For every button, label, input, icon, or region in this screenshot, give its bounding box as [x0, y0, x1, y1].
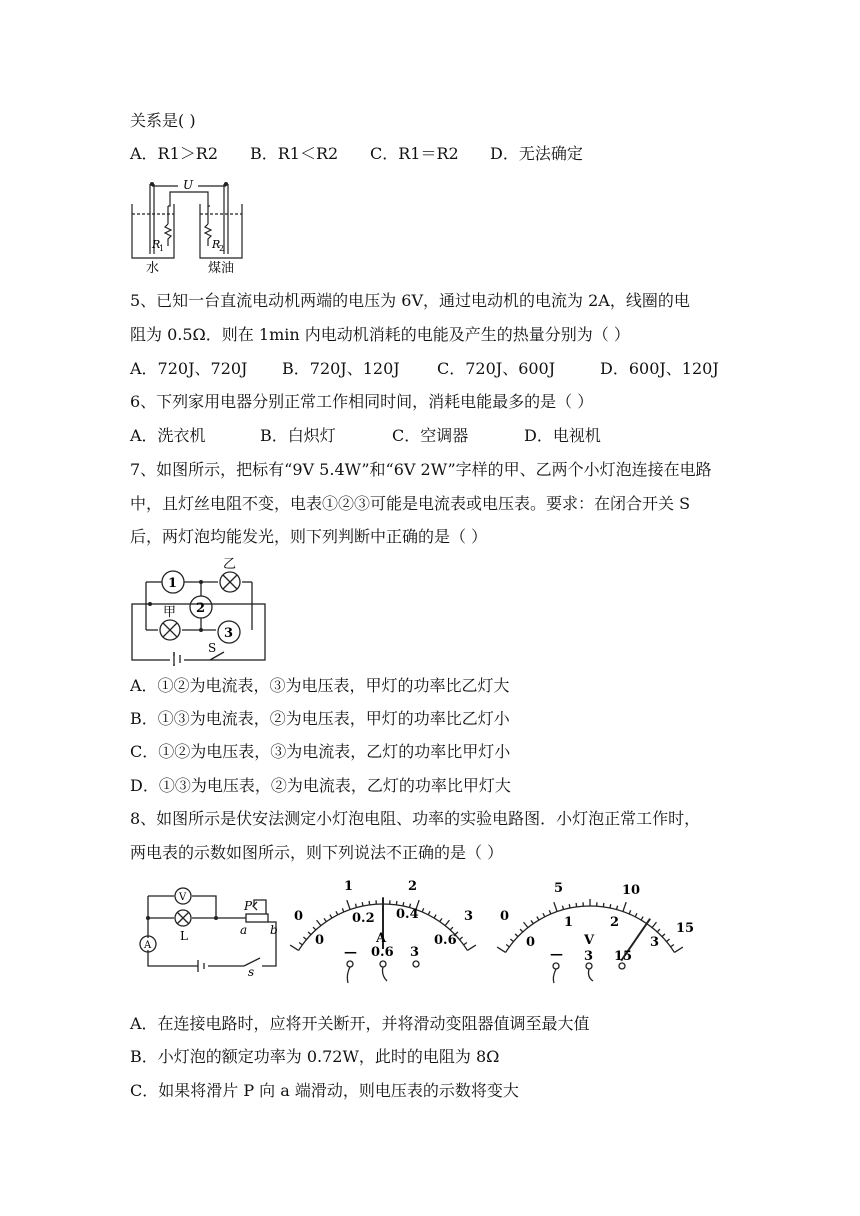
- dial-tick: [342, 908, 344, 912]
- q7-line-1: 7、如图所示，把标有“9V 5.4W”和“6V 2W”字样的甲、乙两个小灯泡连接在电路: [130, 460, 712, 479]
- dial-tick: [362, 902, 363, 906]
- dial-tick: [434, 915, 436, 918]
- dial-tick: [497, 947, 505, 952]
- q8-option-b: B．小灯泡的额定功率为 0.72W，此时的电阻为 8Ω: [130, 1047, 500, 1066]
- dial-tick: [303, 937, 306, 940]
- dial-tick: [603, 903, 604, 907]
- amm-terminal-neg: —: [344, 945, 357, 960]
- q4-options: [130, 143, 583, 165]
- q7-meter-2: 2: [196, 601, 206, 616]
- q7-meter-3: 3: [224, 626, 234, 641]
- dial-tick: [403, 902, 404, 906]
- q4-option-a: A．R1＞R2: [130, 144, 219, 163]
- dial-tick: [355, 904, 356, 908]
- q8-slider-p: P: [244, 899, 253, 913]
- volt-inner-3: 3: [650, 935, 660, 950]
- q8-line-1: 8、如图所示是伏安法测定小灯泡电阻、功率的实验电路图．小灯泡正常工作时，: [130, 809, 701, 828]
- dial-tick: [299, 943, 302, 945]
- amm-terminal-3: 3: [410, 945, 420, 960]
- q4-option-c: C．R1＝R2: [370, 144, 459, 163]
- q7-switch-label: S: [208, 641, 217, 655]
- dial-tick: [510, 939, 513, 942]
- dial-tick: [531, 920, 533, 923]
- q5-line-2: 阻为 0.5Ω．则在 1min 内电动机消耗的电能及产生的热量分别为（ ）: [130, 325, 630, 344]
- dial-tick: [671, 945, 674, 947]
- q6-option-d: D．电视机: [524, 426, 601, 445]
- q7-circuit-figure: [130, 556, 270, 666]
- dial-tick: [569, 904, 570, 908]
- dial-tick: [554, 902, 557, 911]
- amm-inner-0: 0: [315, 933, 325, 948]
- q6-option-b: B．白炽灯: [260, 426, 336, 445]
- q7-lamp-yi: 乙: [223, 557, 237, 572]
- q8-line-2: 两电表的示数如图所示，则下列说法不正确的是（ ）: [130, 843, 504, 862]
- q7-meter-1: 1: [168, 576, 178, 591]
- volt-terminal-neg: —: [550, 947, 563, 962]
- dial-tick: [549, 910, 551, 914]
- volt-letter: V: [584, 933, 595, 948]
- q8-option-a: A．在连接电路时，应将开关断开，并将滑动变阻器值调至最大值: [130, 1014, 590, 1033]
- dial-tick: [396, 901, 397, 905]
- q4-r1-sub: 1: [159, 244, 165, 253]
- dial-tick: [520, 929, 523, 932]
- amm-inner-1: 0.2: [352, 911, 375, 926]
- q4-option-d: D．无法确定: [490, 144, 583, 163]
- q7-line-2: 中，且灯丝电阻不变，电表①②③可能是电流表或电压表。要求：在闭合开关 S: [130, 494, 691, 513]
- dial-tick: [317, 920, 321, 925]
- amm-inner-3: 0.6: [434, 933, 457, 948]
- q4-r2-label: R: [212, 238, 221, 251]
- volt-inner-2: 2: [610, 915, 620, 930]
- q6-option-a: A．洗衣机: [130, 426, 206, 445]
- dial-tick: [576, 903, 577, 907]
- q8-ammeter-symbol: A: [144, 940, 152, 951]
- dial-tick: [467, 945, 475, 950]
- q8-voltmeter-symbol: V: [179, 892, 187, 903]
- q5-line-1: 5、已知一台直流电动机两端的电压为 6V，通过电动机的电流为 2A，线圈的电: [130, 291, 690, 310]
- dial-tick: [537, 917, 539, 920]
- amm-terminal-06: 0.6: [371, 945, 394, 960]
- dial-tick: [290, 945, 298, 950]
- dial-tick: [610, 904, 611, 908]
- dial-tick: [369, 901, 370, 905]
- q6-line-1: 6、下列家用电器分别正常工作相同时间，消耗电能最多的是（ ）: [130, 392, 594, 411]
- dial-tick: [308, 932, 311, 935]
- amm-outer-3: 3: [464, 909, 474, 924]
- q8-ammeter-dial: [288, 876, 478, 986]
- q8-voltmeter-dial: [494, 876, 694, 986]
- volt-outer-5: 5: [554, 881, 564, 896]
- q7-option-a: A．①②为电流表，③为电压表，甲灯的功率比乙灯大: [130, 676, 510, 695]
- dial-tick: [641, 917, 643, 920]
- volt-terminal-15: 15: [614, 949, 633, 964]
- dial-tick: [629, 910, 631, 914]
- dial-tick: [652, 922, 656, 927]
- q5-option-c: C．720J、600J: [437, 359, 556, 378]
- dial-tick: [330, 915, 332, 918]
- dial-tick: [422, 908, 424, 912]
- dial-tick: [623, 902, 626, 911]
- q5-options: [130, 358, 719, 380]
- dial-tick: [657, 929, 660, 932]
- q5-option-b: B．720J、120J: [282, 359, 400, 378]
- dial-tick: [524, 922, 528, 927]
- amm-outer-2: 2: [408, 879, 418, 894]
- q5-option-d: D．600J、120J: [600, 359, 719, 378]
- q4-water-label: 水: [146, 261, 160, 276]
- q4-question-tail: 关系是( ): [130, 111, 196, 130]
- q8-lamp-label: L: [180, 929, 188, 943]
- q4-kerosene-label: 煤油: [208, 261, 235, 276]
- dial-tick: [662, 934, 665, 937]
- dial-tick: [347, 900, 350, 909]
- q8-circuit-figure: [136, 880, 284, 979]
- dial-tick: [324, 918, 326, 921]
- q5-option-a: A．720J、720J: [130, 359, 248, 378]
- amm-inner-2: 0.4: [396, 907, 419, 922]
- q4-u-label: U: [183, 178, 194, 192]
- dial-tick: [464, 943, 467, 945]
- volt-outer-15: 15: [676, 921, 695, 936]
- q4-beaker-figure: [128, 176, 248, 276]
- volt-inner-0: 0: [526, 935, 536, 950]
- dial-tick: [336, 911, 338, 915]
- q6-option-c: C．空调器: [392, 426, 469, 445]
- dial-tick: [667, 939, 670, 942]
- q7-line-3: 后，两灯泡均能发光，则下列判断中正确的是（ ）: [130, 527, 488, 546]
- dial-tick: [428, 911, 430, 915]
- dial-tick: [543, 913, 545, 917]
- q6-options: [130, 425, 601, 447]
- q8-option-c: C．如果将滑片 P 向 a 端滑动，则电压表的示数将变大: [130, 1081, 519, 1100]
- dial-tick: [450, 927, 453, 930]
- q7-option-d: D．①③为电压表，②为电流表，乙灯的功率比甲灯大: [130, 776, 511, 795]
- q7-option-b: B．①③为电流表，②为电压表，甲灯的功率比乙灯小: [130, 709, 510, 728]
- dial-tick: [313, 927, 316, 930]
- q8-switch-s: s: [248, 965, 255, 979]
- dial-tick: [506, 945, 509, 947]
- volt-terminal-3: 3: [584, 949, 594, 964]
- volt-inner-1: 1: [564, 915, 574, 930]
- q7-lamp-jia: 甲: [163, 605, 177, 620]
- q7-option-c: C．①②为电压表，③为电流表，乙灯的功率比甲灯小: [130, 742, 511, 761]
- volt-outer-0: 0: [500, 909, 510, 924]
- dial-tick: [515, 934, 518, 937]
- dial-tick: [674, 947, 682, 952]
- volt-outer-10: 10: [622, 883, 641, 898]
- dial-tick: [635, 913, 637, 917]
- amm-outer-0: 0: [294, 909, 304, 924]
- dial-tick: [460, 937, 463, 940]
- dial-tick: [616, 906, 617, 910]
- q4-r2-sub: 2: [219, 244, 225, 253]
- amm-outer-1: 1: [344, 879, 354, 894]
- dial-tick: [445, 920, 449, 925]
- q8-end-a: a: [240, 923, 248, 937]
- dial-tick: [440, 918, 442, 921]
- dial-tick: [562, 906, 563, 910]
- q8-end-b: b: [270, 923, 278, 937]
- q4-option-b: B．R1＜R2: [250, 144, 339, 163]
- amm-letter: A: [376, 931, 387, 946]
- q4-r1-label: R: [152, 238, 161, 251]
